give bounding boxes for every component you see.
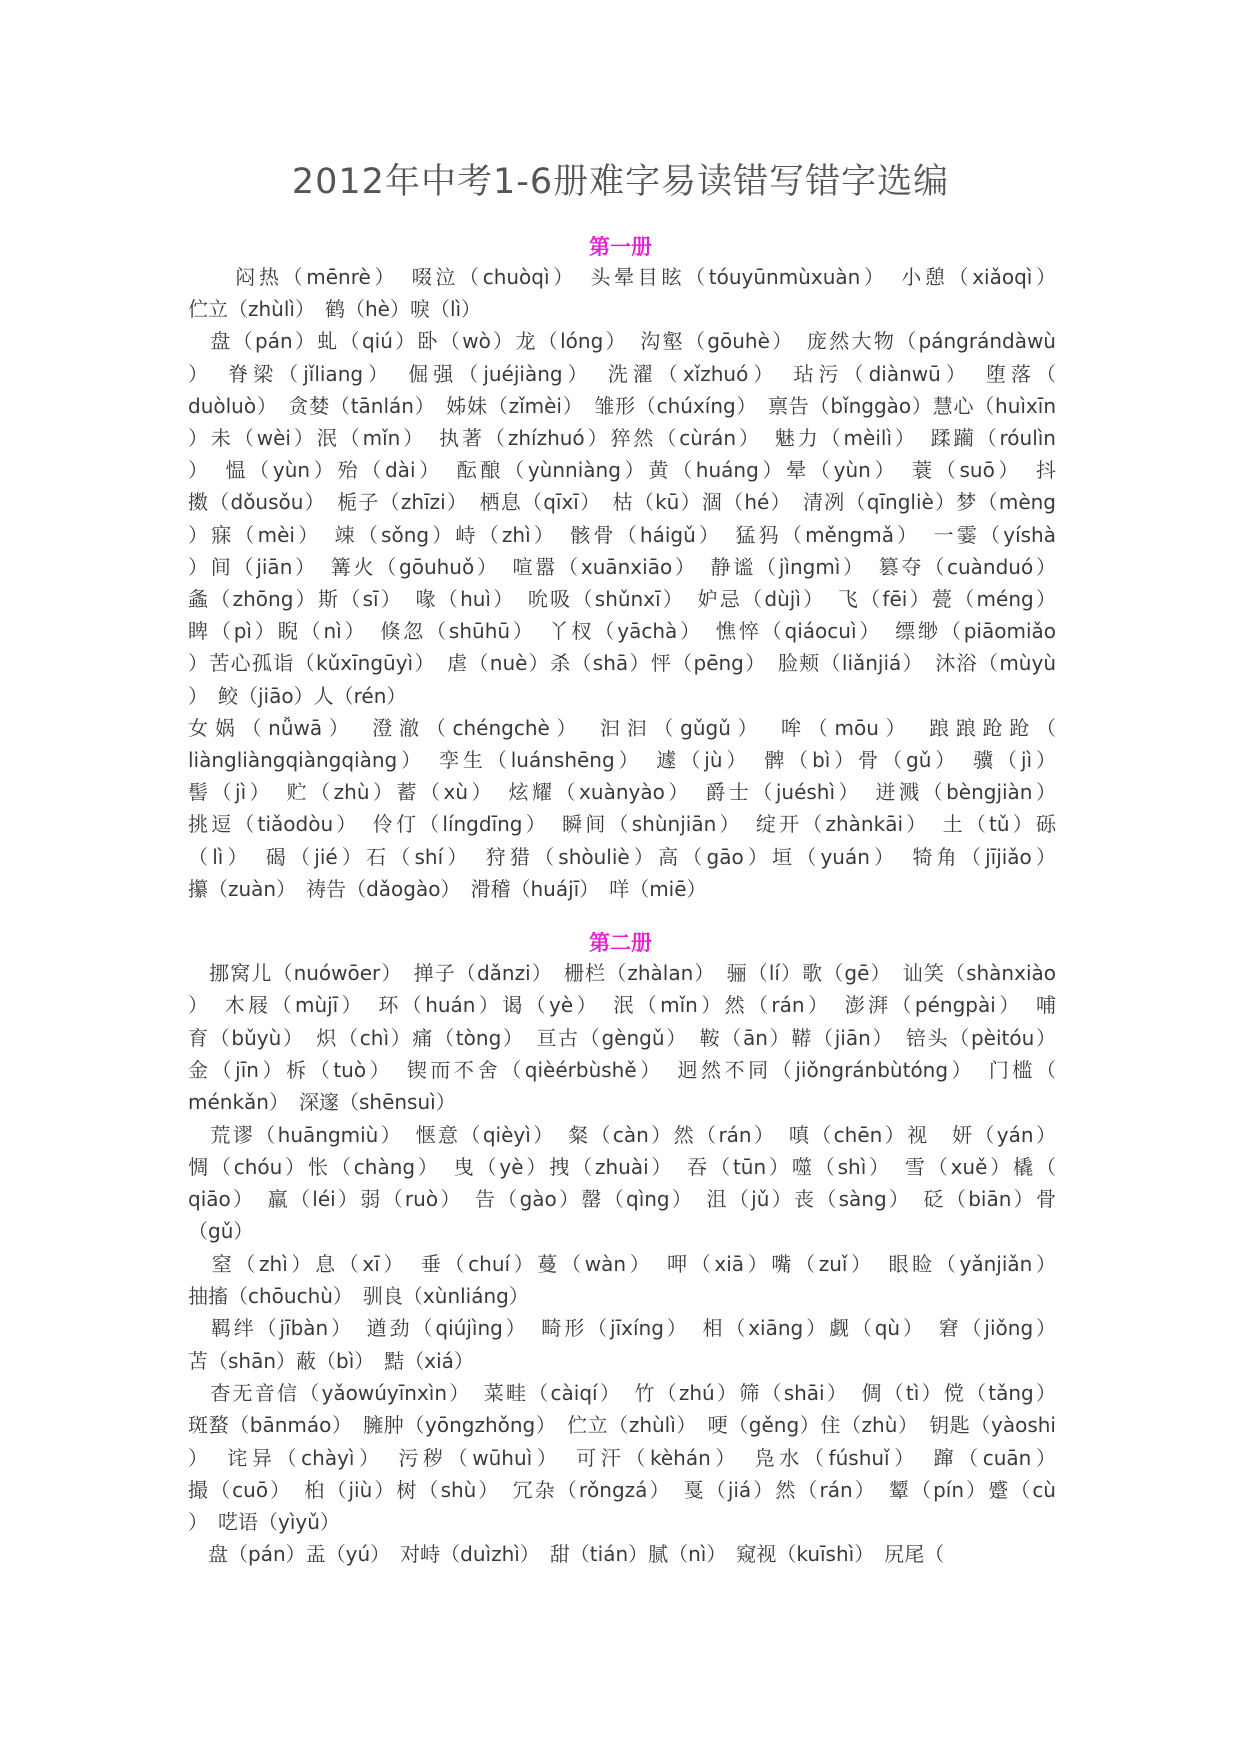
text-line: 盘（pán）虬（qiú）卧（wò）龙（lóng） 沟壑（gōuhè） 庞然大物（pángrándàwù xyxy=(188,329,1056,354)
text-line: 育（bǔyù） 炽（chì）痛（tòng） 亘古（gèngǔ） 鞍（ān）鞯（jiān） 锫头（pèitóu） xyxy=(188,1025,1056,1050)
text-line: ménkǎn） 深邃（shēnsuì） xyxy=(188,1090,456,1115)
text-line: 髻（jì） 贮（zhù）蓄（xù） 炫耀（xuànyào） 爵士（juéshì） 迸溅（bèngjiàn） xyxy=(188,780,1056,805)
text-line: 窒（zhì）息（xī） 垂（chuí）蔓（wàn） 呷（xiā）嘴（zuǐ） 眼睑（yǎnjiǎn） xyxy=(188,1251,1056,1276)
text-line: ） 愠（yùn）殆（dài） 酝酿（yùnniàng）黄（huáng）晕（yùn） 蓑（suō） 抖 xyxy=(188,458,1056,483)
text-line: 擞（dǒusǒu） 栀子（zhīzi） 栖息（qīxī） 枯（kū）涸（hé） 清冽（qīngliè）梦（mèng xyxy=(188,490,1056,515)
text-line: duòluò） 贪婪（tānlán） 姊妹（zǐmèi） 雏形（chúxíng） 禀告（bǐnggào）慧心（huìxīn xyxy=(188,393,1056,418)
text-line: ）寐（mèi） 竦（sǒng）峙（zhì） 骸骨（háigǔ） 猛犸（měngmǎ） 一霎（yíshà xyxy=(188,522,1056,547)
text-line: 羁绊（jībàn） 遒劲（qiújìng） 畸形（jīxíng） 相（xiāng）觑（qù） 窘（jiǒng） xyxy=(188,1316,1056,1341)
text-line: 睥（pì）睨（nì） 倏忽（shūhū） 丫杈（yāchà） 憔悴（qiáocuì） 缥缈（piāomiǎo xyxy=(188,619,1056,644)
text-line: qiāo） 羸（léi）弱（ruò） 告（gào）罄（qìng） 沮（jǔ）丧（sàng） 砭（biān）骨 xyxy=(188,1187,1056,1212)
text-line: 撮（cuō） 桕（jiù）树（shù） 冗杂（rǒngzá） 戛（jiá）然（rán） 颦（pín）蹙（cù xyxy=(188,1477,1056,1502)
text-line: 挪窝儿（nuówōer） 掸子（dǎnzi） 栅栏（zhàlan） 骊（lí）歌（gē） 讪笑（shànxiào xyxy=(188,961,1056,985)
text-line: （gǔ） xyxy=(188,1219,254,1244)
text-line: 女娲（nǚwā） 澄澈（chéngchè） 汩汩（gǔgǔ） 哞（mōu） 踉踉跄跄（ xyxy=(188,715,1056,740)
text-line: ）苦心孤诣（kǔxīngūyì） 虐（nuè）杀（shā）怦（pēng） 脸颊（liǎnjiá） 沐浴（mùyù xyxy=(188,651,1056,676)
section-heading: 第二册 xyxy=(589,931,652,955)
text-line: liàngliàngqiàngqiàng） 孪生（luánshēng） 遽（jù） 髀（bì）骨（gǔ） 骥（jì） xyxy=(188,748,1056,772)
text-line: 苫（shān）蔽（bì） 黠（xiá） xyxy=(188,1348,474,1373)
text-line: 盘（pán）盂（yú） 对峙（duìzhì） 甜（tián）腻（nì） 窥视（kuīshì） 尻尾（ xyxy=(188,1542,945,1567)
text-line: ） 诧异（chàyì） 污秽（wūhuì） 可汗（kèhán） 凫水（fúshuǐ） 蹿（cuān） xyxy=(188,1445,1056,1470)
text-line: 杳无音信（yǎowúyīnxìn） 菜畦（càiqí） 竹（zhú）筛（shāi） 倜（tì）傥（tǎng） xyxy=(188,1380,1056,1405)
text-line: 斑蝥（bānmáo） 臃肿（yōngzhǒng） 伫立（zhùlì） 哽（gěng）住（zhù） 钥匙（yàoshi xyxy=(188,1413,1056,1438)
text-line: 金（jīn）柝（tuò） 锲而不舍（qièérbùshě） 迥然不同（jiǒngránbùtóng） 门槛（ xyxy=(188,1057,1056,1082)
text-line: 抽搐（chōuchù） 驯良（xùnliáng） xyxy=(188,1284,529,1308)
document-title: 2012年中考1-6册难字易读错写错字选编 xyxy=(291,162,950,202)
text-line: ） 木屐（mùjī） 环（huán）谒（yè） 泯（mǐn）然（rán） 澎湃（péngpài） 哺 xyxy=(188,993,1056,1018)
text-line: 螽（zhōng）斯（sī） 喙（huì） 吮吸（shǔnxī） 妒忌（dùjì） 飞（fēi）甍（méng） xyxy=(188,587,1056,611)
text-line: ） 鲛（jiāo）人（rén） xyxy=(188,683,407,708)
text-line: （lì） 碣（jié）石（shí） 狩猎（shòuliè）高（gāo）垣（yuán） 犄角（jījiǎo） xyxy=(188,844,1056,869)
text-line: 攥（zuàn） 祷告（dǎogào） 滑稽（huájī） 咩（miē） xyxy=(188,876,707,901)
text-line: 闷热（mēnrè） 啜泣（chuòqì） 头晕目眩（tóuyūnmùxuàn） 小憩（xiǎoqì） xyxy=(188,265,1056,289)
text-line: 伫立（zhùlì） 鹤（hè）唳（lì） xyxy=(188,297,482,322)
section-heading: 第一册 xyxy=(589,235,652,259)
text-line: 挑逗（tiǎodòu） 伶仃（língdīng） 瞬间（shùnjiān） 绽开（zhànkāi） 土（tǔ）砾 xyxy=(188,812,1056,837)
text-line: 惆（chóu）怅（chàng） 曳（yè）拽（zhuài） 吞（tūn）噬（shì） 雪（xuě）橇（ xyxy=(188,1154,1056,1179)
text-line: ）间（jiān） 篝火（gōuhuǒ） 喧嚣（xuānxiāo） 静谧（jìngmì） 篡夺（cuànduó） xyxy=(188,554,1056,579)
text-line: ）未（wèi）泯（mǐn） 执著（zhízhuó）猝然（cùrán） 魅力（mèilì） 蹂躏（róulìn xyxy=(188,426,1056,450)
text-line: ） 呓语（yìyǔ） xyxy=(188,1510,340,1535)
text-line: 荒谬（huāngmiù） 惬意（qièyì） 粲（càn）然（rán） 嗔（chēn）视 妍（yán） xyxy=(188,1122,1056,1147)
text-line: ） 脊梁（jǐliang） 倔强（juéjiàng） 洗濯（xǐzhuó） 玷污（diànwū） 堕落（ xyxy=(188,361,1056,386)
